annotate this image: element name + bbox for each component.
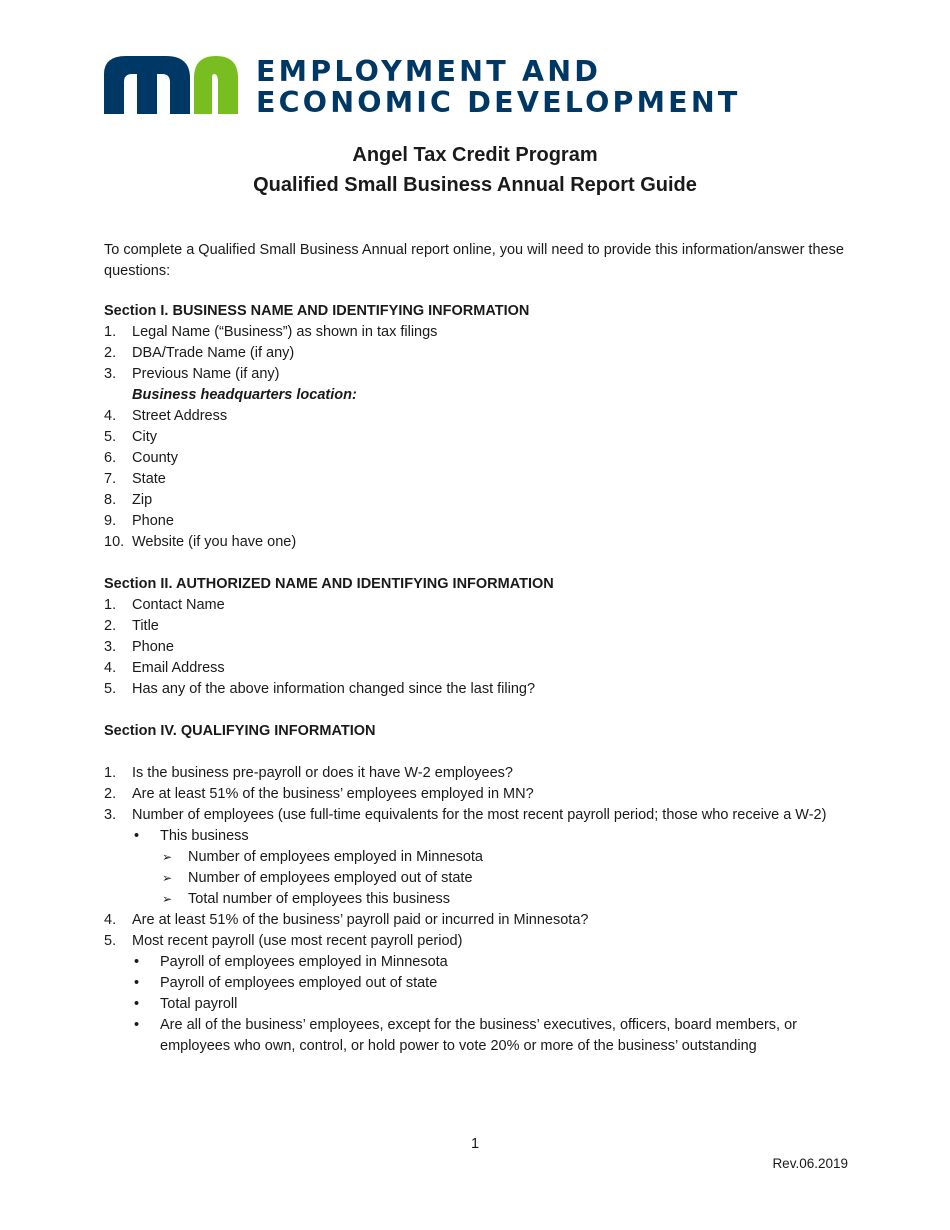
revision-label: Rev.06.2019: [772, 1156, 848, 1171]
item-number: 1.: [104, 597, 117, 613]
item-number: 5.: [104, 933, 117, 949]
section-4-list-continued: [104, 910, 849, 952]
list-item: [104, 616, 849, 637]
section-4-heading: Section IV. QUALIFYING INFORMATION: [104, 723, 376, 739]
bullet-icon: •: [134, 1017, 140, 1033]
item-text: Email Address: [132, 660, 225, 676]
item-text: Title: [132, 618, 159, 634]
item-number: 10.: [104, 534, 125, 550]
list-item: [104, 679, 849, 700]
item-number: 4.: [104, 912, 117, 928]
section-2-heading: Section II. AUTHORIZED NAME AND IDENTIFYING INFORMATION: [104, 576, 554, 592]
item-text: City: [132, 429, 157, 445]
item-text: Total number of employees this business: [188, 891, 450, 907]
list-item: [104, 532, 849, 553]
arrow-bullet-icon: ➢: [162, 850, 173, 864]
item-number: 5.: [104, 681, 117, 697]
q3-bullet-list: [104, 826, 849, 847]
bullet-item: [132, 973, 849, 994]
document-body: [104, 240, 849, 1057]
item-number: 1.: [104, 324, 117, 340]
list-item: [104, 931, 849, 952]
bullet-item: [132, 1015, 849, 1057]
list-item: [104, 343, 849, 364]
bullet-icon: •: [134, 828, 140, 844]
item-text: Website (if you have one): [132, 534, 297, 550]
item-number: 2.: [104, 786, 117, 802]
q3-arrow-list: [104, 847, 849, 910]
list-item: [104, 469, 849, 490]
title-line-1: Angel Tax Credit Program: [352, 144, 598, 166]
arrow-bullet-icon: ➢: [162, 871, 173, 885]
item-number: 3.: [104, 639, 117, 655]
item-text: Most recent payroll (use most recent payroll period): [132, 933, 463, 949]
logo-line-1: EMPLOYMENT AND: [256, 55, 602, 88]
item-number: 6.: [104, 450, 117, 466]
list-item: [104, 637, 849, 658]
item-number: 4.: [104, 408, 117, 424]
section-4-list: [104, 763, 849, 826]
list-item: [104, 910, 849, 931]
item-text: Contact Name: [132, 597, 225, 613]
item-text: Is the business pre-payroll or does it have W-2 employees?: [132, 765, 513, 781]
logo-wordmark: [256, 56, 741, 118]
item-text: Phone: [132, 513, 174, 529]
headquarters-subheading: Business headquarters location:: [132, 387, 357, 403]
item-number: 9.: [104, 513, 117, 529]
item-number: 2.: [104, 345, 117, 361]
list-item: [104, 784, 849, 805]
arrow-bullet-icon: ➢: [162, 892, 173, 906]
item-text: Street Address: [132, 408, 228, 424]
q5-bullet-list: [104, 952, 849, 1057]
item-number: 3.: [104, 807, 117, 823]
item-text: State: [132, 471, 166, 487]
item-text: Are all of the business’ employees, except for the business’ executives, officers, board members, or employees who own, control, or hold power to vote 20% or more of the business’ outstanding: [160, 1017, 797, 1054]
item-number: 1.: [104, 765, 117, 781]
section-1-location-list: [104, 406, 849, 553]
list-item: [104, 658, 849, 679]
item-number: 3.: [104, 366, 117, 382]
arrow-item: [160, 868, 849, 889]
intro-paragraph: To complete a Qualified Small Business Annual report online, you will need to provide this information/answer these questions:: [104, 242, 844, 279]
item-text: Payroll of employees employed in Minnesota: [160, 954, 448, 970]
bullet-icon: •: [134, 996, 140, 1012]
bullet-icon: •: [134, 975, 140, 991]
mn-logo-mark: [104, 56, 239, 114]
arrow-item: [160, 889, 849, 910]
deed-logo: [104, 55, 764, 119]
bullet-item: [132, 826, 849, 847]
item-number: 8.: [104, 492, 117, 508]
item-number: 7.: [104, 471, 117, 487]
title-line-2: Qualified Small Business Annual Report Guide: [253, 174, 697, 196]
item-text: Phone: [132, 639, 174, 655]
bullet-item: [132, 994, 849, 1015]
item-text: Are at least 51% of the business’ employees employed in MN?: [132, 786, 534, 802]
item-text: Zip: [132, 492, 153, 508]
list-item: [104, 490, 849, 511]
item-number: 4.: [104, 660, 117, 676]
bullet-item: [132, 952, 849, 973]
item-text: Total payroll: [160, 996, 238, 1012]
bullet-icon: •: [134, 954, 140, 970]
list-item: [104, 805, 849, 826]
list-item: [104, 406, 849, 427]
list-item: [104, 322, 849, 343]
section-2-list: [104, 595, 849, 700]
logo-line-2: ECONOMIC DEVELOPMENT: [256, 86, 741, 119]
item-text: Previous Name (if any): [132, 366, 280, 382]
section-1-heading: Section I. BUSINESS NAME AND IDENTIFYING INFORMATION: [104, 303, 530, 319]
item-number: 5.: [104, 429, 117, 445]
item-text: Has any of the above information changed since the last filing?: [132, 681, 536, 697]
document-title: [0, 140, 950, 200]
item-text: Payroll of employees employed out of state: [160, 975, 438, 991]
list-item: [104, 763, 849, 784]
list-item: [104, 511, 849, 532]
item-number: 2.: [104, 618, 117, 634]
list-item: [104, 448, 849, 469]
list-item: [104, 427, 849, 448]
list-item: [104, 364, 849, 385]
item-text: County: [132, 450, 178, 466]
item-text: Are at least 51% of the business’ payroll paid or incurred in Minnesota?: [132, 912, 589, 928]
item-text: DBA/Trade Name (if any): [132, 345, 295, 361]
arrow-item: [160, 847, 849, 868]
section-1-list: [104, 322, 849, 385]
item-text: Number of employees (use full-time equivalents for the most recent payroll period; those who receive a W-2): [132, 807, 827, 823]
list-item: [104, 595, 849, 616]
item-text: Number of employees employed in Minnesota: [188, 849, 483, 865]
item-text: Number of employees employed out of state: [188, 870, 473, 886]
page-number: 1: [470, 1136, 480, 1152]
item-text: Legal Name (“Business”) as shown in tax filings: [132, 324, 438, 340]
item-text: This business: [160, 828, 249, 844]
